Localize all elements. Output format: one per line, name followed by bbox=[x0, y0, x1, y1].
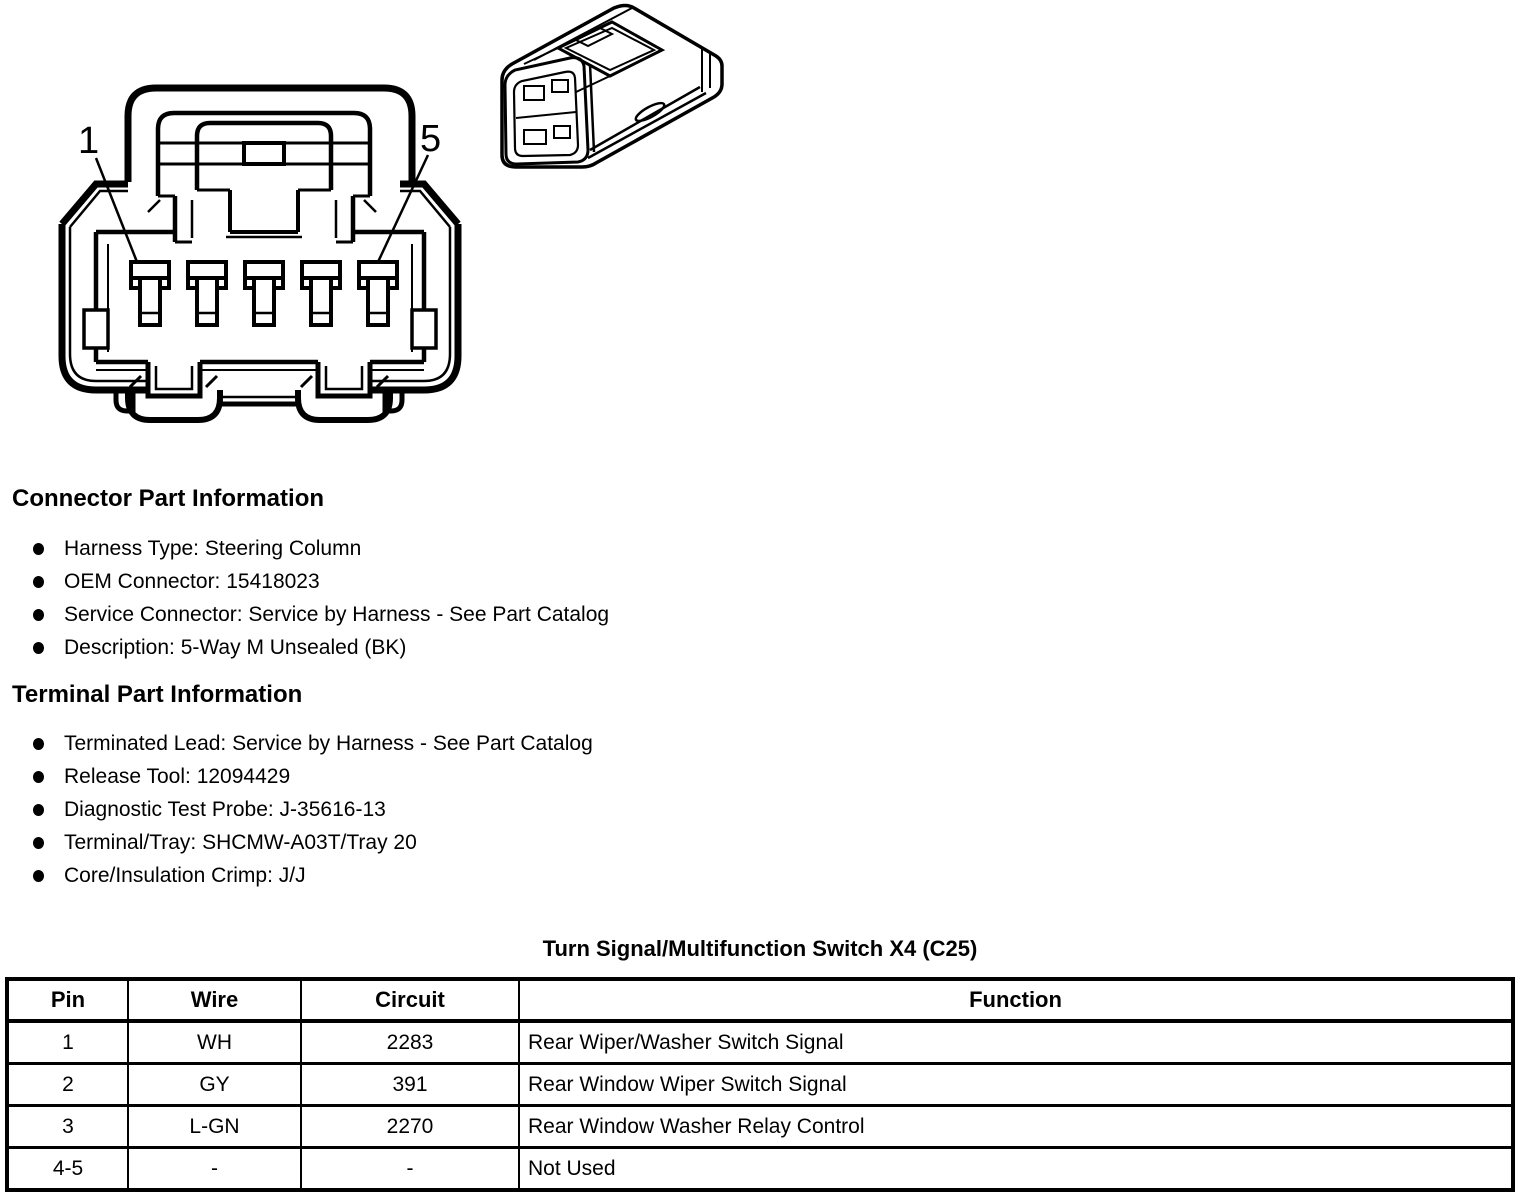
bullet-icon bbox=[33, 837, 44, 849]
pin-callouts bbox=[78, 118, 441, 262]
bullet-icon bbox=[33, 543, 44, 555]
circuit-cell: 2283 bbox=[301, 1021, 519, 1064]
list-item bbox=[0, 826, 1100, 859]
pin-5-leader-line bbox=[378, 155, 428, 262]
list-item-text: Service Connector: Service by Harness - See Part Catalog bbox=[64, 602, 610, 626]
pin-terminal-1 bbox=[131, 262, 169, 325]
pin-1-label: 1 bbox=[78, 120, 100, 162]
table-row bbox=[7, 1021, 1513, 1064]
table-row bbox=[7, 1064, 1513, 1106]
pin-cell: 1 bbox=[7, 1021, 128, 1064]
function-cell: Not Used bbox=[519, 1148, 1513, 1191]
table-header-row bbox=[7, 979, 1513, 1021]
function-cell: Rear Window Washer Relay Control bbox=[519, 1106, 1513, 1148]
column-header-pin: Pin bbox=[7, 979, 128, 1021]
terminal-pins bbox=[131, 262, 397, 325]
pin-terminal-5 bbox=[359, 262, 397, 325]
list-item-text: Release Tool: 12094429 bbox=[64, 764, 291, 788]
list-item-text: Core/Insulation Crimp: J/J bbox=[64, 863, 306, 887]
pin-terminal-4 bbox=[302, 262, 340, 325]
list-item-text: Harness Type: Steering Column bbox=[64, 536, 362, 560]
bullet-icon bbox=[33, 804, 44, 816]
pin-5-label: 5 bbox=[420, 118, 442, 160]
latch bbox=[128, 88, 412, 242]
list-item bbox=[0, 727, 1100, 760]
terminal-cavity bbox=[84, 200, 436, 370]
circuit-cell: - bbox=[301, 1148, 519, 1191]
pinout-table-title: Turn Signal/Multifunction Switch X4 (C25) bbox=[542, 936, 978, 961]
list-item bbox=[0, 598, 1100, 631]
terminal-part-information-heading: Terminal Part Information bbox=[12, 681, 303, 708]
bullet-icon bbox=[33, 609, 44, 621]
connector-diagrams bbox=[0, 0, 1520, 470]
bullet-icon bbox=[33, 576, 44, 588]
connector-isometric-view bbox=[502, 6, 722, 168]
connector-part-information-list bbox=[0, 532, 1100, 664]
bullet-icon bbox=[33, 870, 44, 882]
wire-cell: GY bbox=[128, 1064, 301, 1106]
list-item bbox=[0, 760, 1100, 793]
list-item bbox=[0, 631, 1100, 664]
function-cell: Rear Window Wiper Switch Signal bbox=[519, 1064, 1513, 1106]
pin-terminal-2 bbox=[188, 262, 226, 325]
list-item-text: Terminal/Tray: SHCMW-A03T/Tray 20 bbox=[64, 830, 417, 854]
pin-terminal-3 bbox=[245, 262, 283, 325]
bullet-icon bbox=[33, 771, 44, 783]
pin-cell: 3 bbox=[7, 1106, 128, 1148]
list-item-text: Diagnostic Test Probe: J-35616-13 bbox=[64, 797, 386, 821]
terminal-part-information-list bbox=[0, 727, 1100, 892]
table-row bbox=[7, 1148, 1513, 1191]
list-item bbox=[0, 859, 1100, 892]
table-row bbox=[7, 1106, 1513, 1148]
connector-front-view bbox=[62, 88, 458, 420]
list-item-text: Terminated Lead: Service by Harness - See Part Catalog bbox=[64, 731, 593, 755]
circuit-cell: 2270 bbox=[301, 1106, 519, 1148]
list-item bbox=[0, 565, 1100, 598]
circuit-cell: 391 bbox=[301, 1064, 519, 1106]
column-header-function: Function bbox=[519, 979, 1513, 1021]
list-item-text: Description: 5-Way M Unsealed (BK) bbox=[64, 635, 407, 659]
list-item-text: OEM Connector: 15418023 bbox=[64, 569, 320, 593]
pin-cell: 4-5 bbox=[7, 1148, 128, 1191]
column-header-circuit: Circuit bbox=[301, 979, 519, 1021]
connector-part-information-heading: Connector Part Information bbox=[12, 485, 325, 512]
pinout-table bbox=[5, 977, 1515, 1192]
bullet-icon bbox=[33, 738, 44, 750]
wire-cell: L-GN bbox=[128, 1106, 301, 1148]
list-item bbox=[0, 532, 1100, 565]
pin-cell: 2 bbox=[7, 1064, 128, 1106]
bullet-icon bbox=[33, 642, 44, 654]
wire-cell: WH bbox=[128, 1021, 301, 1064]
wire-cell: - bbox=[128, 1148, 301, 1191]
function-cell: Rear Wiper/Washer Switch Signal bbox=[519, 1021, 1513, 1064]
column-header-wire: Wire bbox=[128, 979, 301, 1021]
list-item bbox=[0, 793, 1100, 826]
